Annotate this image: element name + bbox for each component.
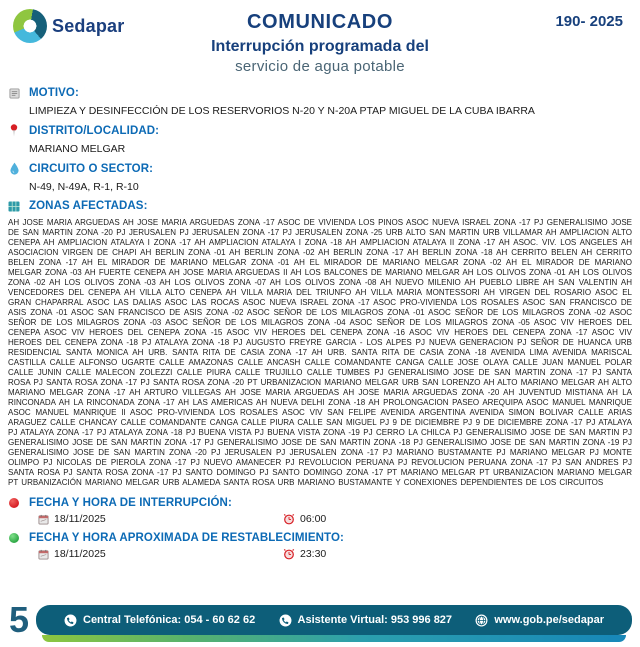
section-distrito-header (8, 124, 632, 137)
section-motivo-header (8, 87, 632, 99)
section-circuito-label: CIRCUITO O SECTOR: (29, 162, 154, 175)
restablecimiento-date-value: 18/11/2025 (54, 548, 106, 560)
note-icon (8, 88, 20, 99)
subtitle-line1: Interrupción programada del (211, 38, 429, 55)
header (0, 0, 640, 80)
motivo-content: LIMPIEZA Y DESINFECCIÓN DE LOS RESERVORIOS N-20 Y N-20A PTAP MIGUEL DE LA CUBA IBARRA (29, 105, 535, 117)
footer-website-label: www.gob.pe/sedapar (494, 614, 604, 626)
zonas-afectadas-text: AH JOSE MARIA ARGUEDAS AH JOSE MARIA ARGUEDAS ZONA -17 ASOC DE VIVIENDA LOS PINOS ASOC NUEVA ISRAEL ZONA -17 PJ GENERALISIMO JOSE DE SAN MARTIN ZONA -20 PJ JERUSALEN PJ JERUSALEN ZONA -17 PJ JERUSALEN ZONA -25 URB ALTO SAN MARTIN URB VILLAMAR AH AMPLIACION ALTO CENEPA AH AMPLIACION ATALAYA I ZONA -17 AH AMPLIACION ATALAYA I ZONA -18 AH AMPLIACION ATALAYA II ZONA -17 AH ASOC. VIV. LOS ANGELES AH ASOCIACION VIRGEN DE CHAPI AH BERLIN ZONA -01 AH BERLIN ZONA -02 AH BERLIN ZONA -17 AH BERLIN ZONA -18 AH CERRITO BELEN AH CERRITO BELEN ZONA -17 AH EL MIRADOR DE MARIANO MELGAR ZONA -01 AH EL MIRADOR DE MARIANO MELGAR ZONA -02 AH EL MIRADOR DE MARIANO MELGAR ZONA -03 AH FUERTE CENEPA AH JOSE MARIA ARGUEDAS II AH LOS BALCONES DE MARIANO MELGAR AH LOS OLIVOS ZONA -01 AH LOS OLIVOS ZONA -02 AH LOS OLIVOS ZONA -03 AH LOS OLIVOS ZONA -07 AH LOS OLIVOS ZONA -08 AH NUEVO MILENIO AH PUEBLO LIBRE AH SAN VALENTIN AH VENCEDORES DEL CENEPA AH VILLA ALTO CENEPA AH VILLA MARIA DEL TRIUNFO AH VILLA MARIA MONTESSORI AH VIRGEN DEL ROSARIO ASOC EL GRAN CHAPARRAL ASOC LAS DALIAS ASOC LAS ROCAS ASOC NUEVA ISRAEL ZONA -17 ASOC PRO-VIVIENDA LOS ROSALES ASOC SAN FRANCISCO DE ASIS ZONA -01 ASOC SAN FRANCISCO DE ASIS ZONA -02 ASOC SEÑOR DE LOS MILAGROS ZONA -01 ASOC SEÑOR DE LOS MILAGROS ZONA -02 ASOC SEÑOR DE LOS MILAGROS ZONA -03 ASOC SEÑOR DE LOS MILAGROS ZONA -04 ASOC SEÑOR DE LOS MILAGROS ZONA -05 ASOC VIV HEROES DEL CENEPA ASOC VIV HEROES DEL CENEPA ZONA -15 ASOC VIV HEROES DEL CENEPA ZONA -16 ASOC VIV HEROES DEL CENEPA ZONA -17 ASOC VIV HEROES DEL CENEPA ZONA -18 PJ ATALAYA ZONA -18 PJ AUGUSTO FREYRE GARCIA - LOS ALPES PJ NUEVA GENERACION PJ SEÑOR DE HUANCA URB RESIDENCIAL SANTA MONICA AH URB. SANTA RITA DE CASIA ZONA -17 AH URB. SANTA RITA DE CASIA ZONA -18 AVENIDA LIMA AVENIDA MARISCAL CASTILLA CALLE ALFONSO UGARTE CALLE AMAZONAS CALLE ANCASH CALLE COMANDANTE CANGA CALLE JOSE OLAYA CALLE JUAN MANUEL POLAR CALLE JUNIN CALLE MALECON ZOLEZZI CALLE PIURA CALLE TRUJILLO CALLE TUMBES PJ GENERALISIMO JOSE DE SAN MARTIN ZONA -17 PJ SANTA ROSA PJ SANTA ROSA ZONA -17 PJ SANTA ROSA ZONA -20 PT URBANIZACION MARIANO MELGAR URB SAN LORENZO AH ALTO MARIANO MELGAR AH ALTO MARIANO MELGAR ZONA -17 AH ARTURO VILLEGAS AH JOSE MARIA ARGUEDAS AH JOSE MARIA ARGUEDAS ZONA -20 AH JUVENTUD MISTIANA AH LA RINCONADA AH LA RINCONADA ZONA -17 AH LAS AMERICAS AH NUEVA DELHI ZONA -18 AH PROLONGACION PASEO AREQUIPA ASOC MANUEL MANRIQUE ASOC MANUEL MANRIQUE II ASOC PRO-VIVIENDA LOS ROSALES ASOC VIV SAN FELIPE AVENIDA ARGENTINA AVENIDA SIMON BOLIVAR CALLE ARIAS ARAGUEZ CALLE CHANCAY CALLE COMANDANTE CANGA CALLE PIURA CALLE SAN MIGUEL PJ 9 DE DICIEMBRE PJ 9 DE DICIEMBRE ZONA -17 PJ ATALAYA PJ ATALAYA ZONA -17 PJ ATALAYA ZONA -18 PJ BUENA VISTA PJ BUENA VISTA ZONA -19 PJ CERRO LA CHILCA PJ GENERALISIMO JOSE DE SAN MARTIN PJ GENERALISIMO JOSE DE SAN MARTIN ZONA -17 PJ GENERALISIMO JOSE DE SAN MARTIN ZONA -18 PJ GENERALISIMO JOSE DE SAN MARTIN ZONA -19 PJ GENERALISIMO JOSE DE SAN MARTIN ZONA -20 PJ JERUSALEN PJ JERUSALEN ZONA -17 PJ MARIANO BUSTAMANTE PJ MARIANO MELGAR PJ MONTE OLIMPO PJ NICOLAS DE PIEROLA ZONA -17 PJ NUEVO AMANECER PJ REVOLUCION PERUANA PJ REVOLUCION PERUANA ZONA -17 PJ SAN ANDRES PJ SANTA ROSA PJ SANTA ROSA ZONA -17 PJ SANTO DOMINGO PJ SANTO DOMINGO ZONA -17 PT MARIANO MELGAR PT URBANIZACION MARIANO MELGAR PT URBANIZACIÓN MARIANO MELGAR URB ALAMEDA SANTA ROSA URB MARIANO BUSTAMANTE Y CONEXIONES DEPENDIENTES DE LOS CIRCUITOS (8, 218, 632, 487)
footer-phone-item (64, 614, 255, 627)
content-sections (0, 87, 640, 560)
map-grid-icon (8, 201, 20, 212)
water-drop-icon (8, 162, 20, 175)
interrupcion-time (283, 513, 326, 525)
interrupcion-time-value: 06:00 (300, 513, 327, 525)
calendar-icon (38, 549, 49, 560)
footer-phone-label: Central Telefónica: 054 - 60 62 62 (83, 614, 256, 626)
section-interrupcion-header (8, 497, 632, 509)
section-interrupcion-label: FECHA Y HORA DE INTERRUPCIÓN: (29, 497, 232, 509)
calendar-icon (38, 514, 49, 525)
section-motivo-label: MOTIVO: (29, 87, 79, 99)
page-title: COMUNICADO (247, 11, 393, 33)
footer-assistant-item (279, 614, 453, 627)
footer-assistant-label: Asistente Virtual: 953 996 827 (297, 614, 453, 626)
subtitle-line2: servicio de agua potable (235, 58, 405, 75)
whatsapp-icon (279, 614, 292, 627)
interrupcion-date-value: 18/11/2025 (54, 513, 106, 525)
map-pin-icon (8, 124, 20, 137)
footer-contact-bar (36, 605, 632, 635)
sedapar-logo-icon (13, 9, 47, 43)
restablecimiento-time-value: 23:30 (300, 548, 327, 560)
green-dot-icon (8, 533, 20, 543)
interrupcion-date (38, 513, 283, 525)
phone-icon (64, 614, 77, 627)
document-number: 190- 2025 (555, 13, 623, 30)
circuito-content: N-49, N-49A, R-1, R-10 (29, 181, 139, 193)
section-zonas-label: ZONAS AFECTADAS: (29, 200, 148, 212)
section-restablecimiento-label: FECHA Y HORA APROXIMADA DE RESTABLECIMIENTO: (29, 532, 344, 544)
distrito-content: MARIANO MELGAR (29, 143, 126, 155)
section-restablecimiento-header (8, 532, 632, 544)
red-dot-icon (8, 498, 20, 508)
restablecimiento-datetime-row (38, 548, 632, 560)
interrupcion-datetime-row (38, 513, 632, 525)
section-zonas-header (8, 200, 632, 212)
alarm-clock-icon (283, 513, 295, 525)
section-circuito-header (8, 162, 632, 175)
section-distrito-label: DISTRITO/LOCALIDAD: (29, 124, 160, 137)
restablecimiento-time (283, 548, 326, 560)
globe-icon (475, 614, 488, 627)
alarm-clock-icon (283, 548, 295, 560)
page-number: 5 (9, 599, 30, 640)
sedapar-logo (13, 9, 124, 43)
footer-gradient-strip (42, 635, 626, 642)
sedapar-logo-text: Sedapar (52, 15, 125, 36)
restablecimiento-date (38, 548, 283, 560)
footer-website-item (475, 614, 604, 627)
